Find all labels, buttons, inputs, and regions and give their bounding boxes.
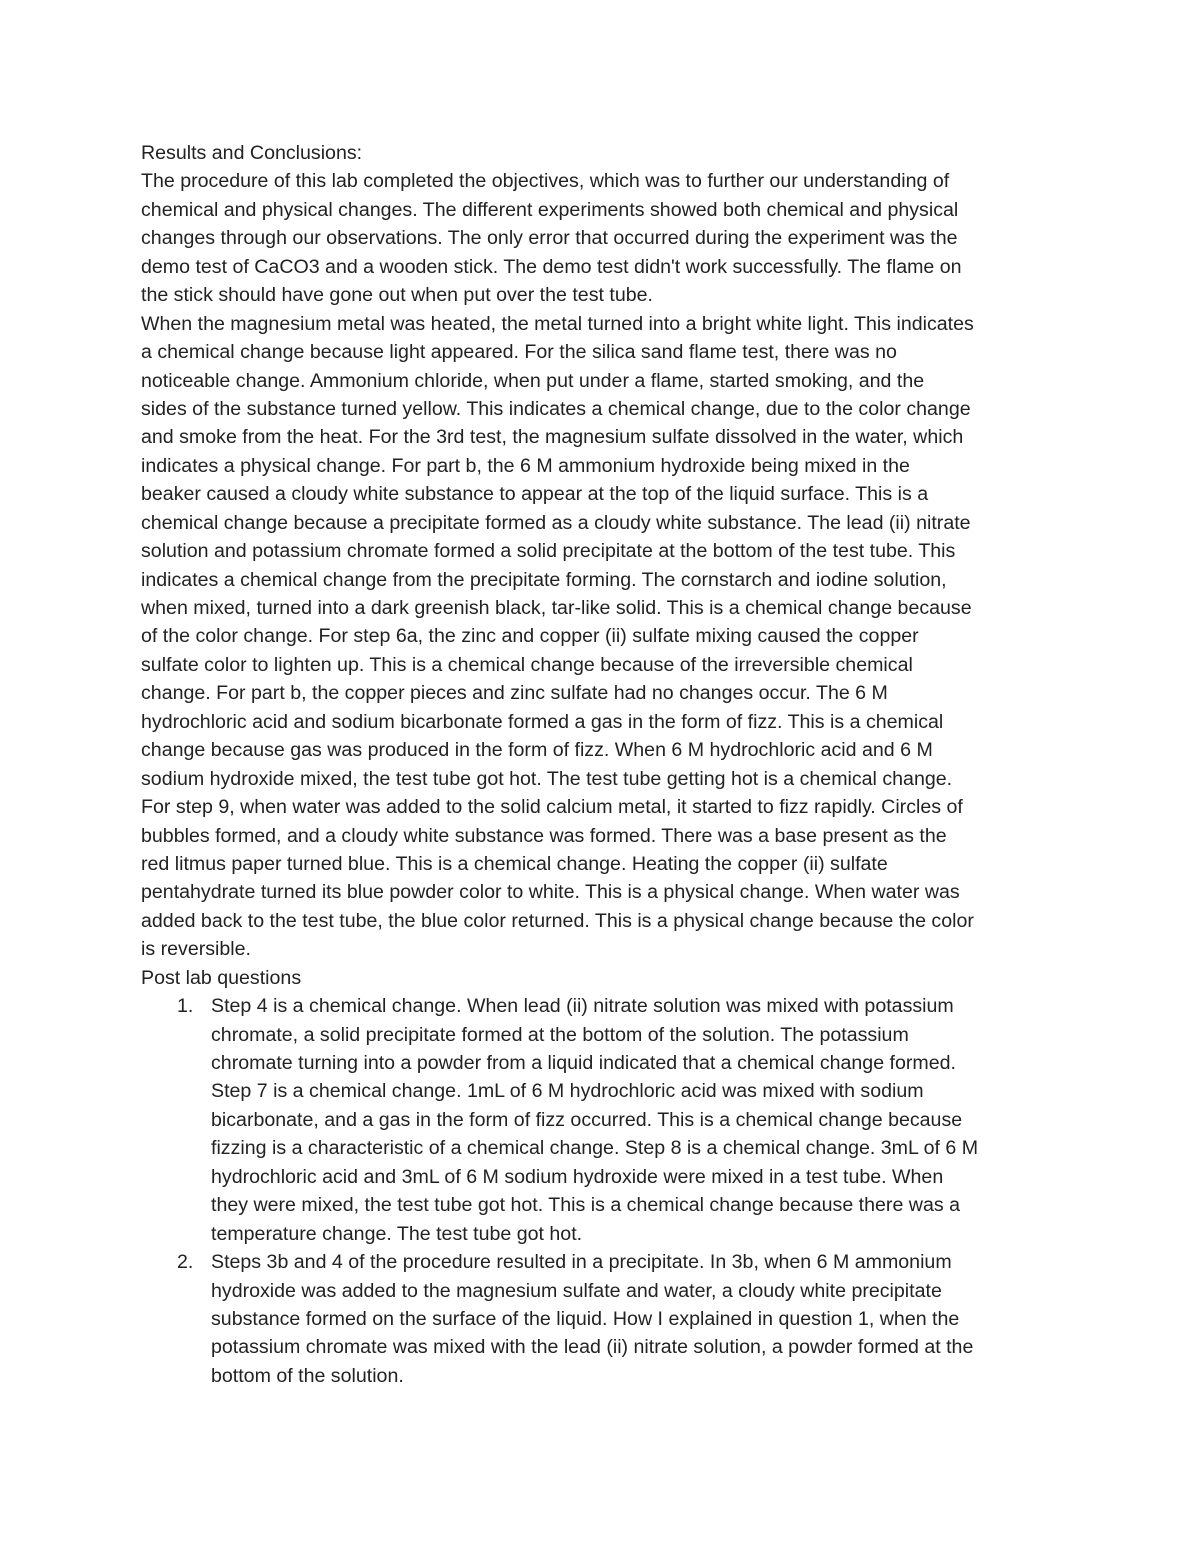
text-line: hydroxide was added to the magnesium sulfate and water, a cloudy white precipitate xyxy=(211,1279,942,1302)
text-line: is reversible. xyxy=(141,938,251,961)
text-line: The procedure of this lab completed the objectives, which was to further our understanding of xyxy=(141,170,950,193)
text-line: and smoke from the heat. For the 3rd test, the magnesium sulfate dissolved in the water, which xyxy=(141,426,964,449)
text-line: sulfate color to lighten up. This is a chemical change because of the irreversible chemical xyxy=(141,653,913,676)
text-line: bottom of the solution. xyxy=(211,1364,404,1387)
list-item xyxy=(141,992,1061,1248)
text-line: red litmus paper turned blue. This is a chemical change. Heating the copper (ii) sulfate xyxy=(141,852,888,875)
section-heading-results: Results and Conclusions: xyxy=(141,142,363,164)
text-line: noticeable change. Ammonium chloride, when put under a flame, started smoking, and the xyxy=(141,369,925,392)
text-line: hydrochloric acid and sodium bicarbonate formed a gas in the form of fizz. This is a chemical xyxy=(141,710,944,733)
list-item-number: 2. xyxy=(177,1251,194,1274)
text-line: bubbles formed, and a cloudy white substance was formed. There was a base present as the xyxy=(141,824,947,847)
text-line: chromate, a solid precipitate formed at the bottom of the solution. The potassium xyxy=(211,1023,909,1046)
text-line: Steps 3b and 4 of the procedure resulted in a precipitate. In 3b, when 6 M ammonium xyxy=(211,1251,952,1274)
text-line: pentahydrate turned its blue powder color to white. This is a physical change. When water was xyxy=(141,881,960,904)
text-line: of the color change. For step 6a, the zinc and copper (ii) sulfate mixing caused the copper xyxy=(141,625,919,648)
text-line: fizzing is a characteristic of a chemical change. Step 8 is a chemical change. 3mL of 6 M xyxy=(211,1137,979,1160)
text-line: sides of the substance turned yellow. This indicates a chemical change, due to the color change xyxy=(141,397,971,420)
text-line: a chemical change because light appeared. For the silica sand flame test, there was no xyxy=(141,341,897,364)
list-item xyxy=(141,1248,1061,1390)
paragraph-observations xyxy=(141,310,1061,964)
text-line: demo test of CaCO3 and a wooden stick. The demo test didn't work successfully. The flame on xyxy=(141,255,962,278)
text-line: When the magnesium metal was heated, the metal turned into a bright white light. This indicates xyxy=(141,312,974,335)
section-heading-post-lab: Post lab questions xyxy=(141,966,302,989)
list-item-number: 1. xyxy=(177,995,194,1018)
text-line: sodium hydroxide mixed, the test tube got hot. The test tube getting hot is a chemical change. xyxy=(141,767,953,790)
text-line: potassium chromate was mixed with the lead (ii) nitrate solution, a powder formed at the xyxy=(211,1336,974,1359)
text-line: change. For part b, the copper pieces and zinc sulfate had no changes occur. The 6 M xyxy=(141,682,888,705)
text-line: the stick should have gone out when put over the test tube. xyxy=(141,284,653,307)
text-line: substance formed on the surface of the liquid. How I explained in question 1, when the xyxy=(211,1307,960,1330)
text-line: changes through our observations. The only error that occurred during the experiment was the xyxy=(141,227,958,250)
text-line: Step 4 is a chemical change. When lead (ii) nitrate solution was mixed with potassium xyxy=(211,995,954,1018)
text-line: indicates a physical change. For part b, the 6 M ammonium hydroxide being mixed in the xyxy=(141,454,910,477)
text-line: hydrochloric acid and 3mL of 6 M sodium hydroxide were mixed in a test tube. When xyxy=(211,1165,944,1188)
text-line: indicates a chemical change from the precipitate forming. The cornstarch and iodine solution, xyxy=(141,568,947,591)
text-line: change because gas was produced in the form of fizz. When 6 M hydrochloric acid and 6 M xyxy=(141,739,933,762)
text-line: they were mixed, the test tube got hot. This is a chemical change because there was a xyxy=(211,1194,960,1217)
text-line: solution and potassium chromate formed a solid precipitate at the bottom of the test tube. This xyxy=(141,540,956,563)
text-line: added back to the test tube, the blue color returned. This is a physical change because the color xyxy=(141,909,974,932)
text-line: chromate turning into a powder from a liquid indicated that a chemical change formed. xyxy=(211,1052,956,1074)
text-line: temperature change. The test tube got hot. xyxy=(211,1222,583,1245)
text-line: Step 7 is a chemical change. 1mL of 6 M hydrochloric acid was mixed with sodium xyxy=(211,1080,924,1103)
paragraph-objectives xyxy=(141,167,1061,309)
document-page xyxy=(141,139,1061,1390)
text-line: beaker caused a cloudy white substance to appear at the top of the liquid surface. This is a xyxy=(141,483,929,506)
post-lab-question-list xyxy=(141,992,1061,1390)
text-line: bicarbonate, and a gas in the form of fizz occurred. This is a chemical change because xyxy=(211,1108,963,1131)
text-line: For step 9, when water was added to the solid calcium metal, it started to fizz rapidly. Circles of xyxy=(141,796,963,819)
text-line: chemical change because a precipitate formed as a cloudy white substance. The lead (ii) nitrate xyxy=(141,511,971,534)
text-line: when mixed, turned into a dark greenish black, tar-like solid. This is a chemical change because xyxy=(141,597,972,619)
text-line: chemical and physical changes. The different experiments showed both chemical and physical xyxy=(141,198,959,221)
